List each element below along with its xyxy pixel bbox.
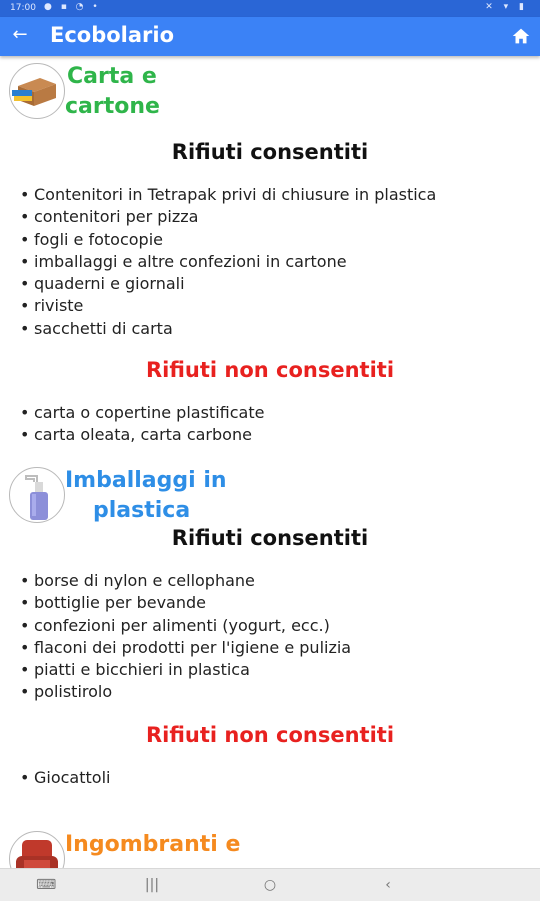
list-item: • flaconi dei prodotti per l'igiene e pulizia: [20, 637, 351, 659]
home-icon[interactable]: [510, 25, 532, 47]
not-allowed-title: Rifiuti non consentiti: [145, 723, 395, 747]
allowed-list-plastic: [20, 570, 351, 704]
allowed-title: Rifiuti consentiti: [171, 140, 369, 164]
app-bar: [0, 17, 540, 56]
system-icons: ✕ ▾ ▮: [485, 2, 528, 12]
armchair-icon: [9, 831, 65, 868]
category-title-plastic: Imballaggi in: [65, 468, 227, 493]
not-allowed-title: Rifiuti non consentiti: [145, 358, 395, 382]
page-title: Ecobolario: [50, 23, 175, 47]
soap-bottle-icon: [9, 467, 65, 523]
list-item: • Contenitori in Tetrapak privi di chiusure in plastica: [20, 184, 436, 206]
list-item: • quaderni e giornali: [20, 273, 436, 295]
list-item: • Giocattoli: [20, 767, 110, 789]
home-circle-icon[interactable]: ○: [263, 877, 277, 893]
back-chevron-icon[interactable]: ‹: [385, 877, 391, 893]
list-item: • borse di nylon e cellophane: [20, 570, 351, 592]
list-item: • imballaggi e altre confezioni in cartone: [20, 251, 436, 273]
system-nav-bar: [0, 868, 540, 901]
category-title-paper-line2: cartone: [65, 94, 160, 119]
notification-icons: ● ▪ ◔ •: [44, 2, 101, 12]
list-item: • confezioni per alimenti (yogurt, ecc.): [20, 615, 351, 637]
list-item: • contenitori per pizza: [20, 206, 436, 228]
category-title-paper: Carta e: [67, 64, 157, 89]
category-title-bulky: Ingombranti e: [65, 832, 241, 857]
list-item: • bottiglie per bevande: [20, 592, 351, 614]
list-item: • piatti e bicchieri in plastica: [20, 659, 351, 681]
content-scroll[interactable]: [0, 56, 540, 868]
allowed-list-paper: [20, 184, 436, 340]
list-item: • polistirolo: [20, 681, 351, 703]
allowed-title: Rifiuti consentiti: [171, 526, 369, 550]
status-bar: [0, 0, 540, 17]
list-item: • carta oleata, carta carbone: [20, 424, 264, 446]
not-allowed-list-paper: [20, 402, 264, 447]
cardboard-box-icon: [9, 63, 65, 119]
status-time: 17:00: [10, 3, 36, 13]
recents-icon[interactable]: |||: [144, 877, 160, 893]
list-item: • fogli e fotocopie: [20, 229, 436, 251]
arrow-left-icon[interactable]: ←: [12, 24, 28, 45]
category-title-plastic-line2: plastica: [93, 498, 191, 523]
list-item: • carta o copertine plastificate: [20, 402, 264, 424]
list-item: • riviste: [20, 295, 436, 317]
keyboard-icon[interactable]: ⌨: [36, 877, 57, 893]
list-item: • sacchetti di carta: [20, 318, 436, 340]
not-allowed-list-plastic: [20, 767, 110, 789]
